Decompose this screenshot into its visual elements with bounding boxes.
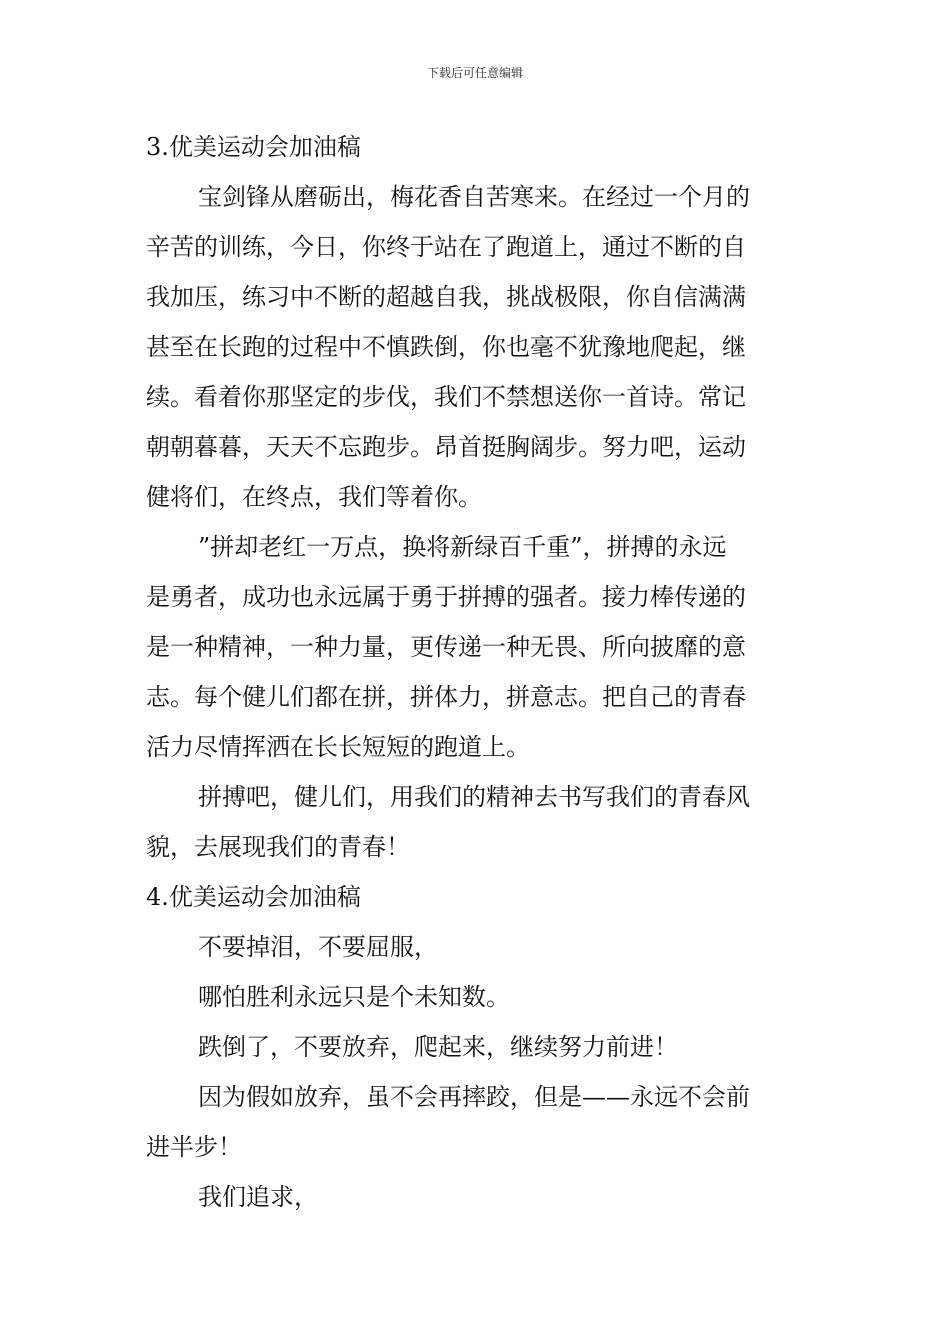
text-line: 进半步！ [146, 1133, 242, 1161]
document-body [146, 122, 811, 1222]
text-line: 辛苦的训练，今日，你终于站在了跑道上，通过不断的自 [146, 233, 746, 261]
paragraph [146, 522, 811, 772]
text-line: 是勇者，成功也永远属于勇于拼搏的强者。接力棒传递的 [146, 583, 746, 611]
text-line: 我加压，练习中不断的超越自我，挑战极限，你自信满满 [146, 283, 746, 311]
paragraph [146, 1172, 811, 1222]
text-line: 因为假如放弃，虽不会再摔跤，但是——永远不会前 [198, 1083, 750, 1111]
paragraph [146, 172, 811, 522]
paragraph [146, 1022, 811, 1072]
section-heading: 3.优美运动会加油稿 [146, 133, 361, 161]
paragraph [146, 922, 811, 972]
text-line: 宝剑锋从磨砺出，梅花香自苦寒来。在经过一个月的 [198, 183, 750, 211]
paragraph [146, 772, 811, 872]
text-line: 志。每个健儿们都在拼，拼体力，拼意志。把自己的青春 [146, 683, 746, 711]
text-line: 跌倒了，不要放弃，爬起来，继续努力前进！ [198, 1033, 678, 1061]
text-line: 哪怕胜利永远只是个未知数。 [198, 983, 510, 1011]
text-line: 甚至在长跑的过程中不慎跌倒，你也毫不犹豫地爬起，继 [146, 333, 746, 361]
text-line: 拼搏吧，健儿们，用我们的精神去书写我们的青春风 [198, 783, 750, 811]
paragraph [146, 972, 811, 1022]
text-line: 健将们，在终点，我们等着你。 [146, 483, 482, 511]
section-heading: 4.优美运动会加油稿 [146, 883, 361, 911]
text-line: 续。看着你那坚定的步伐，我们不禁想送你一首诗。常记 [146, 383, 746, 411]
header-note: 下载后可任意编辑 [426, 66, 523, 80]
text-line: 朝朝暮暮，天天不忘跑步。昂首挺胸阔步。努力吧，运动 [146, 433, 746, 461]
paragraph [146, 1072, 811, 1172]
text-line: 我们追求， [198, 1183, 318, 1211]
text-line: 不要掉泪，不要屈服， [198, 933, 438, 961]
text-line: 是一种精神，一种力量，更传递一种无畏、所向披靡的意 [146, 633, 746, 661]
text-line: 活力尽情挥洒在长长短短的跑道上。 [146, 733, 530, 761]
text-line: ”拼却老红一万点，换将新绿百千重”，拼搏的永远 [198, 533, 727, 561]
text-line: 貌，去展现我们的青春！ [146, 833, 410, 861]
